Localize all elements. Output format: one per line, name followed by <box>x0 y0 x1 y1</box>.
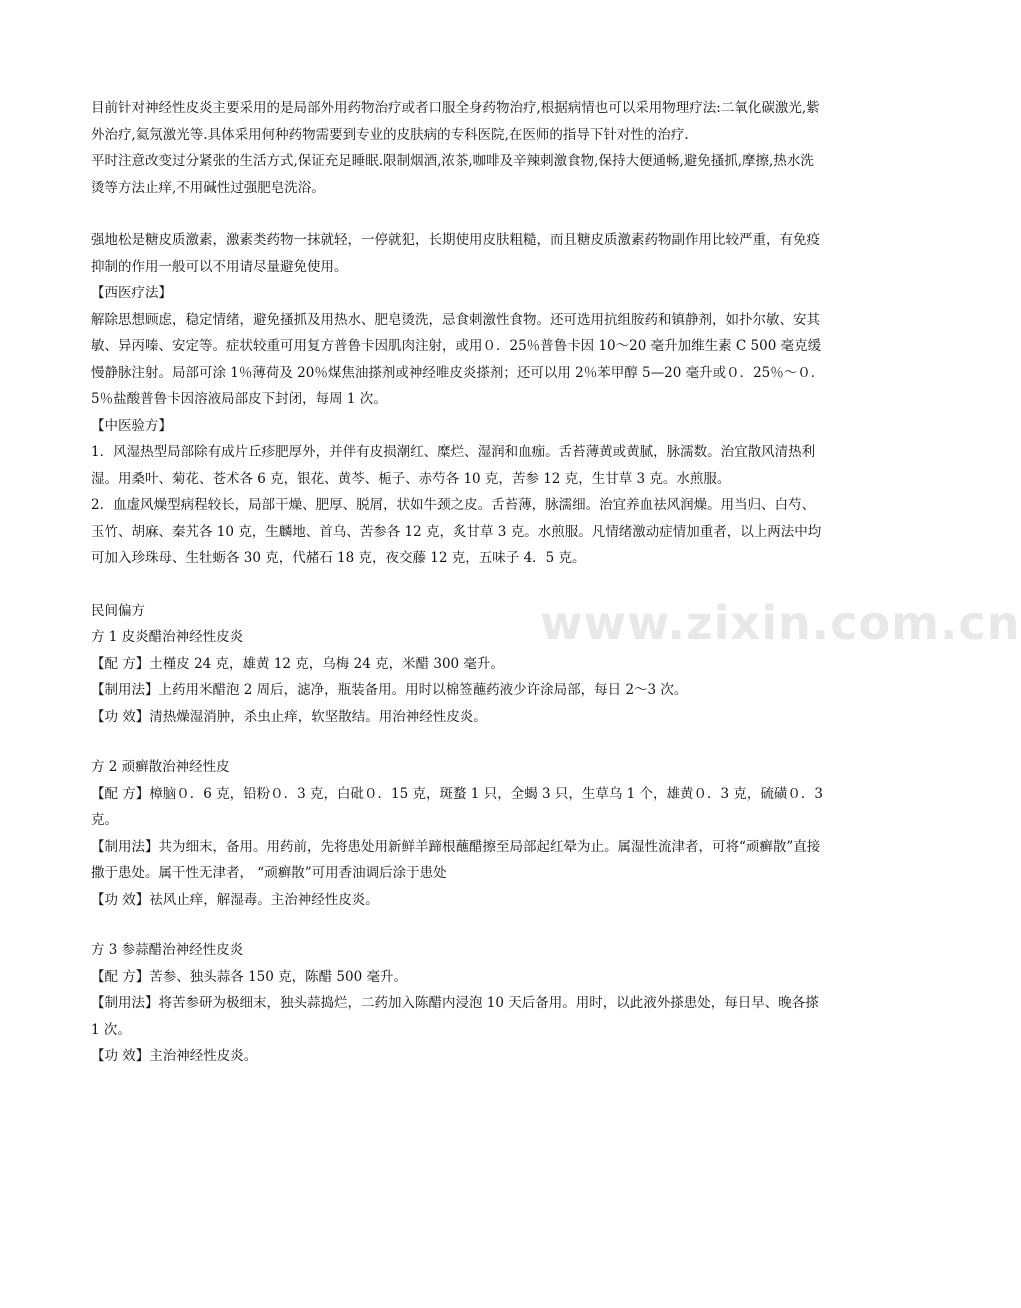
recipe-2-effect: 【功 效】祛风止痒，解湿毒。主治神经性皮炎。 <box>91 891 379 908</box>
tcm-recipe-item-1: 1．风湿热型局部除有成片丘疹肥厚外，并伴有皮损潮红、糜烂、湿润和血痂。舌苔薄黄或黄腻，脉濡数。治宜散风清热利湿。用桑叶、菊花、苍术各 6 克，银花、黄芩、栀子、赤芍各 10 克，苦参 12 克，生甘草 3 克。水煎服。 <box>91 444 816 487</box>
tcm-recipe-item-2: 2．血虚风燥型病程较长，局部干燥、肥厚、脱屑，状如牛颈之皮。舌苔薄，脉濡细。治宜养血祛风润燥。用当归、白芍、玉竹、胡麻、秦艽各 10 克，生麟地、首乌、苦参各 12 克，炙甘草 3 克。水煎服。凡情绪激动症情加重者，以上两法中均可加入珍珠母、生牡蛎各 30 克，代赭石 18 克，夜交藤 12 克，五味子 4．5 克。 <box>91 497 822 566</box>
western-therapy-text: 解除思想顾虑，稳定情绪，避免搔抓及用热水、肥皂烫洗，忌食刺激性食物。还可选用抗组胺药和镇静剂，如扑尔敏、安其敏、异丙嗪、安定等。症状较重可用复方普鲁卡因肌肉注射，或用０．25％普鲁卡因 10～20 毫升加维生素 C 500 毫克缓慢静脉注射。局部可涂 1％薄荷及 20％煤焦油搽剂或神经唯皮炎搽剂；还可以用 2％苯甲醇 5—20 毫升或０．25％～０．5％盐酸普鲁卡因溶液局部皮下封闭，每周 1 次。 <box>91 311 825 407</box>
recipe-3-ingredients: 【配 方】苦参、独头蒜各 150 克，陈醋 500 毫升。 <box>91 968 407 985</box>
document-body <box>91 95 826 1070</box>
intro-paragraph-1: 目前针对神经性皮炎主要采用的是局部外用药物治疗或者口服全身药物治疗,根据病情也可以采用物理疗法:二氧化碳激光,紫外治疗,氦氖激光等.具体采用何种药物需要到专业的皮肤病的专科医院,在医师的指导下针对性的治疗. <box>91 100 820 143</box>
recipe-1-title: 方 1 皮炎醋治神经性皮炎 <box>91 629 244 645</box>
recipe-3-effect: 【功 效】主治神经性皮炎。 <box>91 1048 258 1064</box>
folk-remedies-heading: 民间偏方 <box>91 602 145 619</box>
site-watermark: www.zixin.com.cn <box>540 596 1021 650</box>
recipe-2-method: 【制用法】共为细末，备用。用药前，先将患处用新鲜羊蹄根蘸醋擦至局部起红晕为止。属湿性流津者，可将“顽癣散”直接撒于患处。属干性无津者， “顽癣散”可用香油调后涂于患处 <box>91 838 821 881</box>
recipe-2-title: 方 2 顽癣散治神经性皮 <box>91 759 230 775</box>
recipe-1-method: 【制用法】上药用米醋泡 2 周后，滤净，瓶装备用。用时以棉签蘸药液少许涂局部，每日 2～3 次。 <box>91 682 688 698</box>
western-therapy-heading: 【西医疗法】 <box>91 285 172 301</box>
recipe-1-effect: 【功 效】清热燥湿消肿，杀虫止痒，软坚散结。用治神经性皮炎。 <box>91 708 487 725</box>
recipe-2-ingredients: 【配 方】樟脑０．6 克，铅粉０．3 克，白砒０．15 克，斑蝥 1 只，全蝎 3 只，生草乌 1 个，雄黄０．3 克，硫磺０．3 克。 <box>91 785 824 828</box>
recipe-1-ingredients: 【配 方】土槿皮 24 克，雄黄 12 克，乌梅 24 克，米醋 300 毫升。 <box>91 655 504 672</box>
recipe-3-method: 【制用法】将苦参研为极细末，独头蒜捣烂，二药加入陈醋内浸泡 10 天后备用。用时，以此液外搽患处，每日早、晚各搽 1 次。 <box>91 995 819 1038</box>
intro-paragraph-2: 平时注意改变过分紧张的生活方式,保证充足睡眠.限制烟酒,浓茶,咖啡及辛辣刺激食物,保持大便通畅,避免搔抓,摩擦,热水洗烫等方法止痒,不用碱性过强肥皂洗浴。 <box>91 153 814 196</box>
tcm-recipes-heading: 【中医验方】 <box>91 417 172 434</box>
steroid-note-paragraph: 强地松是糖皮质激素，激素类药物一抹就轻，一停就犯，长期使用皮肤粗糙，而且糖皮质激素药物副作用比较严重，有免疫抑制的作用一般可以不用请尽量避免使用。 <box>91 232 820 275</box>
recipe-3-title: 方 3 参蒜醋治神经性皮炎 <box>91 942 244 958</box>
